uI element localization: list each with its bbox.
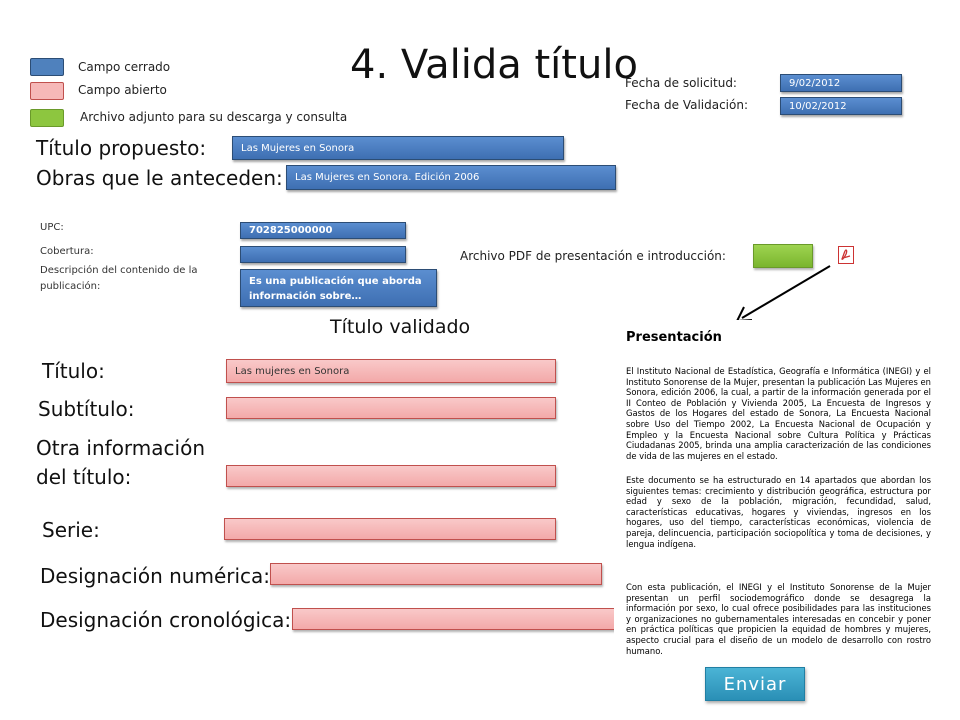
pdf-icon-glyph (839, 247, 853, 263)
other-info-label-2: del título: (36, 465, 132, 489)
description-label: Descripción del contenido de la publicación: (40, 265, 198, 292)
document-heading: Presentación (626, 330, 722, 345)
validated-title-label: Título: (42, 359, 105, 383)
pdf-label: Archivo PDF de presentación e introducción: (460, 249, 726, 263)
chrono-designation-field[interactable] (292, 608, 622, 630)
proposed-title-label: Título propuesto: (36, 136, 207, 160)
page-title: 4. Valida título (350, 42, 638, 88)
precedents-label: Obras que le anteceden: (36, 166, 283, 190)
pdf-icon[interactable] (838, 246, 854, 264)
legend-open-swatch (30, 82, 64, 100)
other-info-label-1: Otra información (36, 436, 206, 460)
proposed-title-field: Las Mujeres en Sonora (232, 136, 564, 160)
chrono-designation-label: Designación cronológica: (40, 608, 292, 632)
subtitle-label: Subtítulo: (38, 397, 135, 421)
document-paragraph-1: El Instituto Nacional de Estadística, Geografía e Informática (INEGI) y el Instituto Sonorense de la Mujer, presentan la publicación Las Mujeres en Sonora, edición 2006, la cual, a partir de la información generada por el II Conteo de Población y Vivienda 2005, La Encuesta de Ingresos y Gastos de los Hogares del estado de Sonora, La Encuesta Nacional sobre Uso del Tiempo 2002, La Encuesta Nacional de Ocupación y Empleo y la Encuesta Nacional sobre Cultura Política y Prácticas Ciudadanas 2005, brinda una amplia caracterización de las condiciones de vida de las mujeres en el estado. (626, 366, 931, 461)
description-field: Es una publicación que aborda información sobre… (240, 269, 437, 307)
arrow-icon (730, 258, 840, 328)
series-field[interactable] (224, 518, 556, 540)
document-paragraph-3: Con esta publicación, el INEGI y el Instituto Sonorense de la Mujer presentan un perfil sociodemográfico donde se desagrega la información por sexo, lo cual ofrece posibilidades para las instituciones y organizaciones no gubernamentales interesadas en concebir y poner en práctica políticas que propicien la equidad de hombres y mujeres, aspecto crucial para el diseño de un modelo de desarrollo con rostro humano. (626, 582, 931, 656)
numeric-designation-label: Designación numérica: (40, 564, 271, 588)
validation-date-label: Fecha de Validación: (625, 98, 749, 112)
request-date-label: Fecha de solicitud: (625, 76, 737, 90)
coverage-label: Cobertura: (40, 246, 94, 257)
document-preview (614, 320, 944, 660)
legend-attachment-label: Archivo adjunto para su descarga y consulta (80, 110, 348, 124)
send-button[interactable]: Enviar (705, 667, 805, 701)
legend-attachment-swatch (30, 109, 64, 127)
series-label: Serie: (42, 518, 100, 542)
coverage-field (240, 246, 406, 263)
validation-date-field: 10/02/2012 (780, 97, 902, 115)
other-info-field[interactable] (226, 465, 556, 487)
document-paragraph-2: Este documento se ha estructurado en 14 apartados que abordan los siguientes temas: crecimiento y distribución geográfica, estructura por edad y sexo de la población, migración, fecundidad, salud, características educativas, hogares y viviendas, ingresos en los hogares, uso del tiempo, características económicas, violencia de pareja, delincuencia, participación sociopolítica y toma de decisiones, y lengua indígena. (626, 475, 931, 549)
request-date-field: 9/02/2012 (780, 74, 902, 92)
validated-title-field[interactable]: Las mujeres en Sonora (226, 359, 556, 383)
subtitle-field[interactable] (226, 397, 556, 419)
legend-closed-swatch (30, 58, 64, 76)
precedents-field: Las Mujeres en Sonora. Edición 2006 (286, 165, 616, 190)
legend-open-label: Campo abierto (78, 83, 167, 97)
upc-label: UPC: (40, 222, 64, 233)
numeric-designation-field[interactable] (270, 563, 602, 585)
validated-heading: Título validado (330, 316, 471, 338)
upc-field: 702825000000 (240, 222, 406, 239)
legend-closed-label: Campo cerrado (78, 60, 171, 74)
